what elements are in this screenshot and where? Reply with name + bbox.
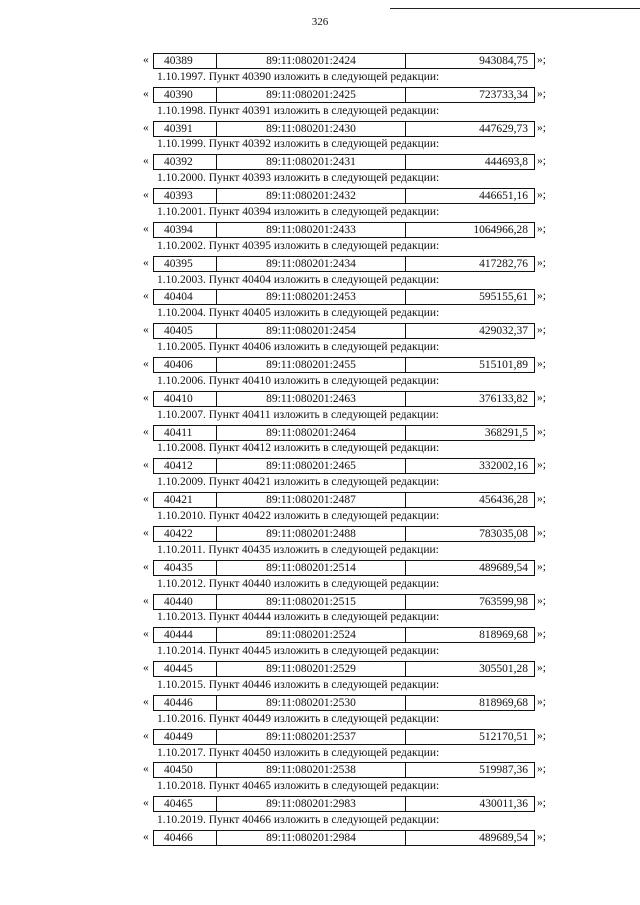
cell-id: 40422 [164, 527, 193, 540]
cell-value: 515101,89 [405, 358, 534, 372]
row-box [153, 458, 535, 474]
open-quote: « [143, 425, 149, 438]
close-quote: »; [537, 189, 546, 202]
cell-value: 489689,54 [405, 561, 534, 575]
cell-id: 40411 [164, 426, 193, 439]
cell-code: 89:11:080201:2538 [216, 763, 405, 777]
cell-code: 89:11:080201:2455 [216, 358, 405, 372]
row-box [153, 560, 535, 576]
cell-id: 40449 [164, 730, 193, 743]
item-instruction: 1.10.2017. Пункт 40450 изложить в следующей редакции: [157, 746, 440, 759]
table-row [0, 356, 640, 373]
open-quote: « [143, 54, 149, 66]
table-row [0, 694, 640, 711]
table-row [0, 390, 640, 407]
cell-code: 89:11:080201:2430 [216, 122, 405, 136]
table-row [0, 255, 640, 272]
row-box [153, 121, 535, 137]
cell-id: 40466 [164, 831, 193, 844]
cell-code: 89:11:080201:2433 [216, 223, 405, 237]
row-box [153, 87, 535, 103]
item-instruction: 1.10.1999. Пункт 40392 изложить в следующей редакции: [157, 138, 440, 151]
cell-code: 89:11:080201:2524 [216, 628, 405, 642]
page-number: 326 [311, 16, 329, 28]
cell-value: 368291,5 [405, 426, 534, 440]
cell-id: 40390 [164, 88, 193, 101]
close-quote: »; [537, 560, 546, 573]
open-quote: « [143, 830, 149, 843]
table-row [0, 491, 640, 508]
cell-value: 430011,36 [405, 797, 534, 811]
cell-value: 783035,08 [405, 527, 534, 541]
open-quote: « [143, 459, 149, 472]
cell-id: 40421 [164, 494, 193, 507]
row-box [153, 391, 535, 407]
item-instruction: 1.10.2012. Пункт 40440 изложить в следующей редакции: [157, 577, 440, 590]
row-box [153, 594, 535, 610]
cell-code: 89:11:080201:2463 [216, 392, 405, 406]
cell-value: 305501,28 [405, 662, 534, 676]
item-instruction: 1.10.2018. Пункт 40465 изложить в следующей редакции: [157, 780, 440, 793]
close-quote: »; [537, 222, 546, 235]
close-quote: »; [537, 121, 546, 134]
document-body [0, 52, 640, 846]
open-quote: « [143, 87, 149, 100]
cell-id: 40389 [164, 55, 193, 67]
row-box [153, 53, 535, 69]
table-row [0, 626, 640, 643]
open-quote: « [143, 628, 149, 641]
item-instruction: 1.10.2010. Пункт 40422 изложить в следующей редакции: [157, 510, 440, 523]
close-quote: »; [537, 526, 546, 539]
open-quote: « [143, 189, 149, 202]
open-quote: « [143, 763, 149, 776]
cell-value: 763599,98 [405, 595, 534, 609]
cell-value: 447629,73 [405, 122, 534, 136]
close-quote: »; [537, 459, 546, 472]
close-quote: »; [537, 662, 546, 675]
open-quote: « [143, 121, 149, 134]
cell-id: 40444 [164, 629, 193, 642]
row-box [153, 729, 535, 745]
row-box [153, 796, 535, 812]
cell-id: 40446 [164, 696, 193, 709]
cell-value: 429032,37 [405, 324, 534, 338]
table-row [0, 187, 640, 204]
cell-value: 444693,8 [405, 155, 534, 169]
cell-id: 40392 [164, 156, 193, 169]
cell-id: 40445 [164, 663, 193, 676]
close-quote: »; [537, 155, 546, 168]
open-quote: « [143, 358, 149, 371]
close-quote: »; [537, 358, 546, 371]
cell-id: 40435 [164, 561, 193, 574]
open-quote: « [143, 493, 149, 506]
cell-code: 89:11:080201:2434 [216, 257, 405, 271]
open-quote: « [143, 797, 149, 810]
close-quote: »; [537, 256, 546, 269]
row-box [153, 526, 535, 542]
row-box [153, 256, 535, 272]
item-instruction: 1.10.2006. Пункт 40410 изложить в следующей редакции: [157, 374, 440, 387]
cell-value: 519987,36 [405, 763, 534, 777]
table-row [0, 288, 640, 305]
open-quote: « [143, 290, 149, 303]
cell-value: 1064966,28 [405, 223, 534, 237]
cell-id: 40404 [164, 291, 193, 304]
open-quote: « [143, 222, 149, 235]
cell-code: 89:11:080201:2488 [216, 527, 405, 541]
item-instruction: 1.10.1997. Пункт 40390 изложить в следующей редакции: [157, 70, 440, 83]
row-box [153, 762, 535, 778]
cell-id: 40412 [164, 460, 193, 473]
row-box [153, 357, 535, 373]
close-quote: »; [537, 391, 546, 404]
item-instruction: 1.10.2015. Пункт 40446 изложить в следующей редакции: [157, 678, 440, 691]
close-quote: »; [537, 729, 546, 742]
row-box [153, 627, 535, 643]
close-quote: »; [537, 628, 546, 641]
item-instruction: 1.10.2000. Пункт 40393 изложить в следующей редакции: [157, 172, 440, 185]
cell-value: 417282,76 [405, 257, 534, 271]
close-quote: »; [537, 763, 546, 776]
item-instruction: 1.10.2016. Пункт 40449 изложить в следующей редакции: [157, 712, 440, 725]
cell-id: 40393 [164, 190, 193, 203]
close-quote: »; [537, 290, 546, 303]
row-box [153, 830, 535, 846]
close-quote: »; [537, 324, 546, 337]
cell-code: 89:11:080201:2431 [216, 155, 405, 169]
table-row [0, 728, 640, 745]
cell-value: 818969,68 [405, 696, 534, 710]
table-row [0, 424, 640, 441]
item-instruction: 1.10.2009. Пункт 40421 изложить в следующей редакции: [157, 476, 440, 489]
cell-value: 512170,51 [405, 730, 534, 744]
item-instruction: 1.10.2003. Пункт 40404 изложить в следующей редакции: [157, 273, 440, 286]
cell-id: 40465 [164, 798, 193, 811]
cell-value: 723733,34 [405, 88, 534, 102]
cell-id: 40406 [164, 359, 193, 372]
top-rule [390, 8, 640, 9]
row-box [153, 695, 535, 711]
row-box [153, 289, 535, 305]
item-instruction: 1.10.2004. Пункт 40405 изложить в следующей редакции: [157, 307, 440, 320]
row-box [153, 492, 535, 508]
item-instruction: 1.10.2002. Пункт 40395 изложить в следующей редакции: [157, 239, 440, 252]
open-quote: « [143, 391, 149, 404]
table-row [0, 795, 640, 812]
cell-value: 943084,75 [405, 54, 534, 68]
cell-value: 818969,68 [405, 628, 534, 642]
cell-value: 489689,54 [405, 831, 534, 845]
row-box [153, 661, 535, 677]
table-row [0, 221, 640, 238]
item-instruction: 1.10.2014. Пункт 40445 изложить в следующей редакции: [157, 645, 440, 658]
item-instruction: 1.10.2011. Пункт 40435 изложить в следующей редакции: [157, 543, 439, 556]
cell-code: 89:11:080201:2464 [216, 426, 405, 440]
cell-code: 89:11:080201:2432 [216, 189, 405, 203]
cell-code: 89:11:080201:2465 [216, 459, 405, 473]
table-row [0, 86, 640, 103]
table-row [0, 120, 640, 137]
open-quote: « [143, 594, 149, 607]
close-quote: »; [537, 695, 546, 708]
cell-code: 89:11:080201:2530 [216, 696, 405, 710]
cell-code: 89:11:080201:2424 [216, 54, 405, 68]
cell-code: 89:11:080201:2514 [216, 561, 405, 575]
table-row [0, 52, 640, 69]
open-quote: « [143, 729, 149, 742]
open-quote: « [143, 526, 149, 539]
cell-code: 89:11:080201:2537 [216, 730, 405, 744]
cell-code: 89:11:080201:2529 [216, 662, 405, 676]
cell-code: 89:11:080201:2453 [216, 290, 405, 304]
table-row [0, 660, 640, 677]
row-box [153, 425, 535, 441]
row-box [153, 222, 535, 238]
cell-value: 595155,61 [405, 290, 534, 304]
open-quote: « [143, 695, 149, 708]
cell-id: 40391 [164, 122, 193, 135]
close-quote: »; [537, 594, 546, 607]
cell-id: 40395 [164, 257, 193, 270]
cell-id: 40410 [164, 392, 193, 405]
cell-value: 332002,16 [405, 459, 534, 473]
open-quote: « [143, 662, 149, 675]
cell-code: 89:11:080201:2487 [216, 493, 405, 507]
item-instruction: 1.10.2001. Пункт 40394 изложить в следующей редакции: [157, 206, 440, 219]
row-box [153, 188, 535, 204]
row-box [153, 154, 535, 170]
cell-id: 40440 [164, 595, 193, 608]
close-quote: »; [537, 425, 546, 438]
close-quote: »; [537, 54, 546, 66]
row-box [153, 323, 535, 339]
cell-value: 376133,82 [405, 392, 534, 406]
item-instruction: 1.10.2008. Пункт 40412 изложить в следующей редакции: [157, 442, 440, 455]
cell-id: 40450 [164, 764, 193, 777]
table-row [0, 457, 640, 474]
table-row [0, 153, 640, 170]
open-quote: « [143, 560, 149, 573]
open-quote: « [143, 155, 149, 168]
open-quote: « [143, 256, 149, 269]
item-instruction: 1.10.1998. Пункт 40391 изложить в следующей редакции: [157, 104, 440, 117]
table-row [0, 525, 640, 542]
cell-id: 40394 [164, 223, 193, 236]
item-instruction: 1.10.2005. Пункт 40406 изложить в следующей редакции: [157, 341, 440, 354]
close-quote: »; [537, 493, 546, 506]
close-quote: »; [537, 797, 546, 810]
cell-code: 89:11:080201:2983 [216, 797, 405, 811]
cell-value: 446651,16 [405, 189, 534, 203]
table-row [0, 829, 640, 846]
close-quote: »; [537, 87, 546, 100]
item-instruction: 1.10.2007. Пункт 40411 изложить в следующей редакции: [157, 408, 439, 421]
cell-code: 89:11:080201:2454 [216, 324, 405, 338]
item-instruction: 1.10.2013. Пункт 40444 изложить в следующей редакции: [157, 611, 440, 624]
open-quote: « [143, 324, 149, 337]
table-row [0, 559, 640, 576]
item-instruction: 1.10.2019. Пункт 40466 изложить в следующей редакции: [157, 814, 440, 827]
cell-code: 89:11:080201:2984 [216, 831, 405, 845]
table-row [0, 761, 640, 778]
close-quote: »; [537, 830, 546, 843]
cell-value: 456436,28 [405, 493, 534, 507]
table-row [0, 593, 640, 610]
cell-id: 40405 [164, 325, 193, 338]
cell-code: 89:11:080201:2515 [216, 595, 405, 609]
table-row [0, 322, 640, 339]
cell-code: 89:11:080201:2425 [216, 88, 405, 102]
